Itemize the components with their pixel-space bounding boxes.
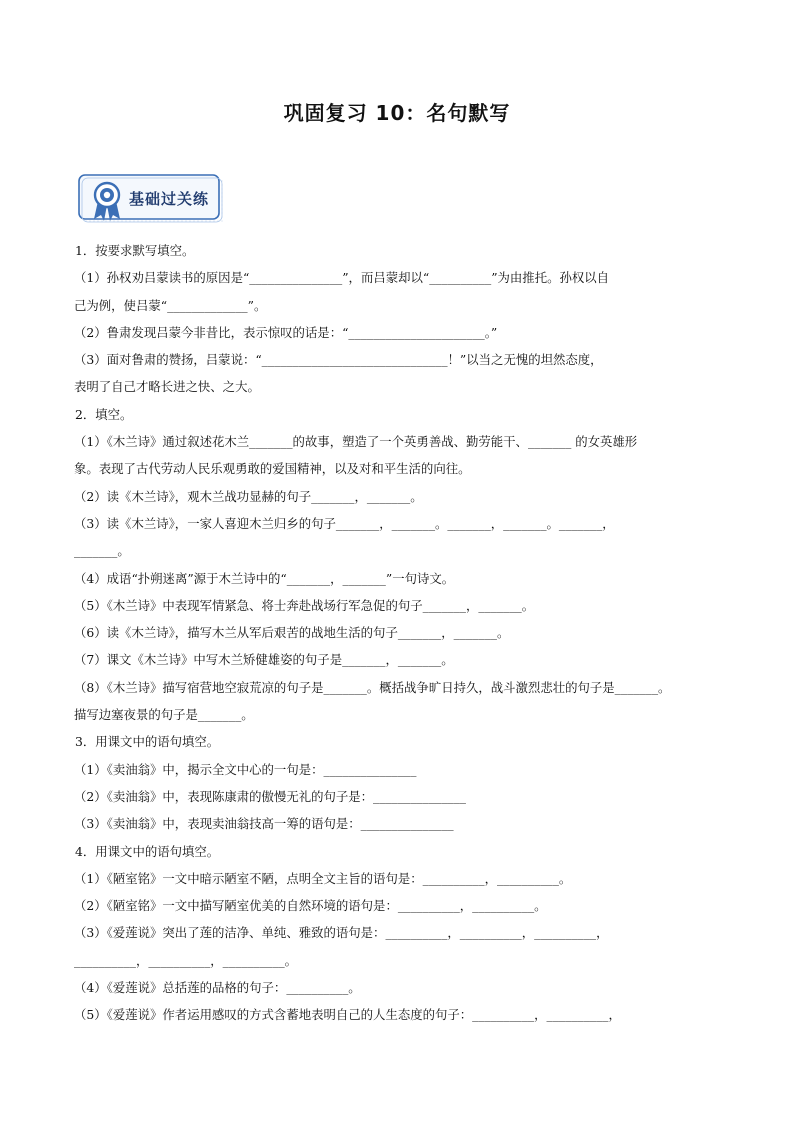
question-heading: 4．用课文中的语句填空。 xyxy=(75,843,220,859)
question-line: （2）《陋室铭》一文中描写陋室优美的自然环境的语句是：__________，__________。 xyxy=(74,898,547,914)
exercise-body xyxy=(74,237,726,1029)
ribbon-medal-icon xyxy=(87,179,127,223)
badge-label: 基础过关练 xyxy=(129,190,210,208)
question-line: （3）读《木兰诗》，一家人喜迎木兰归乡的句子_______，_______。_______，_______。_______， xyxy=(74,515,615,531)
section-badge xyxy=(77,172,227,226)
question-line: _______。 xyxy=(74,543,130,559)
question-line: （4）成语“扑朔迷离”源于木兰诗中的“_______，_______”一句诗文。 xyxy=(74,570,455,586)
question-line: （5）《木兰诗》中表现军情紧急、将士奔赴战场行军急促的句子_______，_______。 xyxy=(74,597,535,613)
question-line: （1）孙权劝吕蒙读书的原因是“_______________”，而吕蒙却以“__________”为由推托。孙权以自 xyxy=(74,270,610,286)
page-title: 巩固复习 10：名句默写 xyxy=(283,101,511,125)
question-line: （2）鲁肃发现吕蒙今非昔比，表示惊叹的话是：“______________________。” xyxy=(74,324,498,340)
question-line: （3）《卖油翁》中，表现卖油翁技高一筹的语句是：_______________ xyxy=(74,816,454,832)
question-heading: 2．填空。 xyxy=(75,406,133,422)
question-line: 描写边塞夜景的句子是_______。 xyxy=(74,707,254,723)
question-line: （2）读《木兰诗》，观木兰战功显赫的句子_______，_______。 xyxy=(74,488,423,504)
question-line: （5）《爱莲说》作者运用感叹的方式含蓄地表明自己的人生态度的句子：__________，__________， xyxy=(74,1007,621,1023)
question-line: （3）《爱莲说》突出了莲的洁净、单纯、雅致的语句是：__________，__________，__________， xyxy=(74,925,609,941)
question-line: 己为例，使吕蒙“_____________”。 xyxy=(74,297,267,313)
question-line: （7）课文《木兰诗》中写木兰矫健雄姿的句子是_______，_______。 xyxy=(74,652,454,668)
question-line: （3）面对鲁肃的赞扬，吕蒙说：“______________________________！”以当之无愧的坦然态度， xyxy=(74,352,603,368)
question-heading: 3．用课文中的语句填空。 xyxy=(75,734,220,750)
question-heading: 1．按要求默写填空。 xyxy=(75,243,195,258)
question-line: （1）《木兰诗》通过叙述花木兰_______的故事，塑造了一个英勇善战、勤劳能干、_______ 的女英雄形 xyxy=(74,434,638,450)
question-line: （4）《爱莲说》总括莲的品格的句子：__________。 xyxy=(74,980,361,996)
question-line: （8）《木兰诗》描写宿营地空寂荒凉的句子是_______。概括战争旷日持久，战斗激烈悲壮的句子是_______。 xyxy=(74,679,671,695)
question-line: 象。表现了古代劳动人民乐观勇敢的爱国精神，以及对和平生活的向往。 xyxy=(74,461,471,477)
question-line: __________，__________，__________。 xyxy=(74,952,298,968)
question-line: 表明了自己才略长进之快、之大。 xyxy=(74,379,260,395)
question-line: （6）读《木兰诗》，描写木兰从军后艰苦的战地生活的句子_______，_______。 xyxy=(74,625,510,641)
question-line: （2）《卖油翁》中，表现陈康肃的傲慢无礼的句子是：_______________ xyxy=(74,788,466,804)
question-line: （1）《卖油翁》中，揭示全文中心的一句是：_______________ xyxy=(74,761,417,777)
question-line: （1）《陋室铭》一文中暗示陋室不陋，点明全文主旨的语句是：__________，__________。 xyxy=(74,870,572,886)
